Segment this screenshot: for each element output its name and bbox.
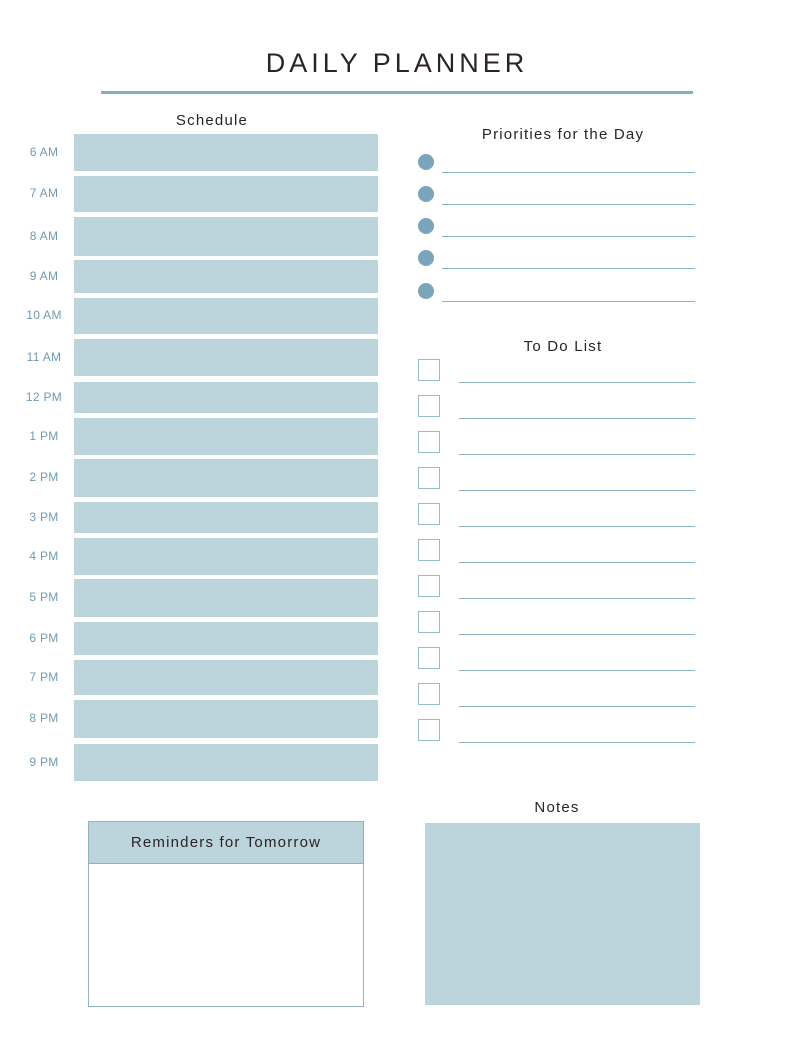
time-label: 4 PM <box>29 548 59 563</box>
todo-line[interactable] <box>459 742 695 743</box>
time-slot-block[interactable] <box>74 339 378 376</box>
time-label: 8 PM <box>29 711 59 725</box>
time-label: 8 AM <box>29 228 59 243</box>
todo-line[interactable] <box>459 706 695 707</box>
schedule-heading: Schedule <box>175 112 249 129</box>
title-divider <box>101 91 693 94</box>
time-label: 11 AM <box>26 349 62 364</box>
time-label: 9 PM <box>29 754 59 769</box>
todo-line[interactable] <box>459 670 695 671</box>
time-label: 5 PM <box>29 590 59 604</box>
time-slot-block[interactable] <box>74 298 378 334</box>
priorities-heading: Priorities for the Day <box>481 126 645 143</box>
todo-checkbox[interactable] <box>418 467 440 489</box>
priority-line[interactable] <box>442 204 695 205</box>
time-slot-block[interactable] <box>74 260 378 293</box>
priority-line[interactable] <box>442 172 695 173</box>
time-label: 6 AM <box>29 144 59 159</box>
todo-line[interactable] <box>459 382 695 383</box>
time-slot-block[interactable] <box>74 744 378 781</box>
todo-line[interactable] <box>459 562 695 563</box>
todo-checkbox[interactable] <box>418 683 440 705</box>
priority-bullet-icon <box>418 218 434 234</box>
time-label: 2 PM <box>29 470 59 484</box>
reminders-box[interactable] <box>88 821 364 1007</box>
todo-checkbox[interactable] <box>418 575 440 597</box>
time-slot-block[interactable] <box>74 418 378 455</box>
time-slot-block[interactable] <box>74 538 378 575</box>
todo-checkbox[interactable] <box>418 359 440 381</box>
time-slot-block[interactable] <box>74 700 378 738</box>
todo-checkbox[interactable] <box>418 719 440 741</box>
time-slot-block[interactable] <box>74 459 378 497</box>
time-slot-block[interactable] <box>74 502 378 533</box>
time-label: 9 AM <box>29 268 59 283</box>
todo-heading: To Do List <box>523 338 603 355</box>
todo-checkbox[interactable] <box>418 503 440 525</box>
todo-line[interactable] <box>459 418 695 419</box>
priority-bullet-icon <box>418 186 434 202</box>
todo-line[interactable] <box>459 634 695 635</box>
time-label: 6 PM <box>29 630 59 645</box>
todo-line[interactable] <box>459 490 695 491</box>
todo-checkbox[interactable] <box>418 647 440 669</box>
todo-checkbox[interactable] <box>418 539 440 561</box>
todo-line[interactable] <box>459 526 695 527</box>
priority-bullet-icon <box>418 154 434 170</box>
time-label: 7 PM <box>29 669 59 684</box>
time-label: 3 PM <box>29 509 59 524</box>
time-slot-block[interactable] <box>74 579 378 617</box>
time-slot-block[interactable] <box>74 217 378 256</box>
priority-bullet-icon <box>418 283 434 299</box>
time-label: 7 AM <box>29 186 59 200</box>
time-label: 1 PM <box>29 428 59 443</box>
time-slot-block[interactable] <box>74 134 378 171</box>
priority-line[interactable] <box>442 301 695 302</box>
time-label: 12 PM <box>25 389 63 404</box>
priority-bullet-icon <box>418 250 434 266</box>
todo-line[interactable] <box>459 454 695 455</box>
todo-checkbox[interactable] <box>418 395 440 417</box>
priority-line[interactable] <box>442 268 695 269</box>
priority-line[interactable] <box>442 236 695 237</box>
time-slot-block[interactable] <box>74 660 378 695</box>
page-title: DAILY PLANNER <box>265 48 529 78</box>
reminders-heading: Reminders for Tomorrow <box>89 822 363 864</box>
todo-checkbox[interactable] <box>418 431 440 453</box>
todo-line[interactable] <box>459 598 695 599</box>
notes-box[interactable] <box>425 823 700 1005</box>
notes-heading: Notes <box>534 799 580 816</box>
time-slot-block[interactable] <box>74 382 378 413</box>
time-label: 10 AM <box>26 308 62 322</box>
time-slot-block[interactable] <box>74 622 378 655</box>
todo-checkbox[interactable] <box>418 611 440 633</box>
time-slot-block[interactable] <box>74 176 378 212</box>
